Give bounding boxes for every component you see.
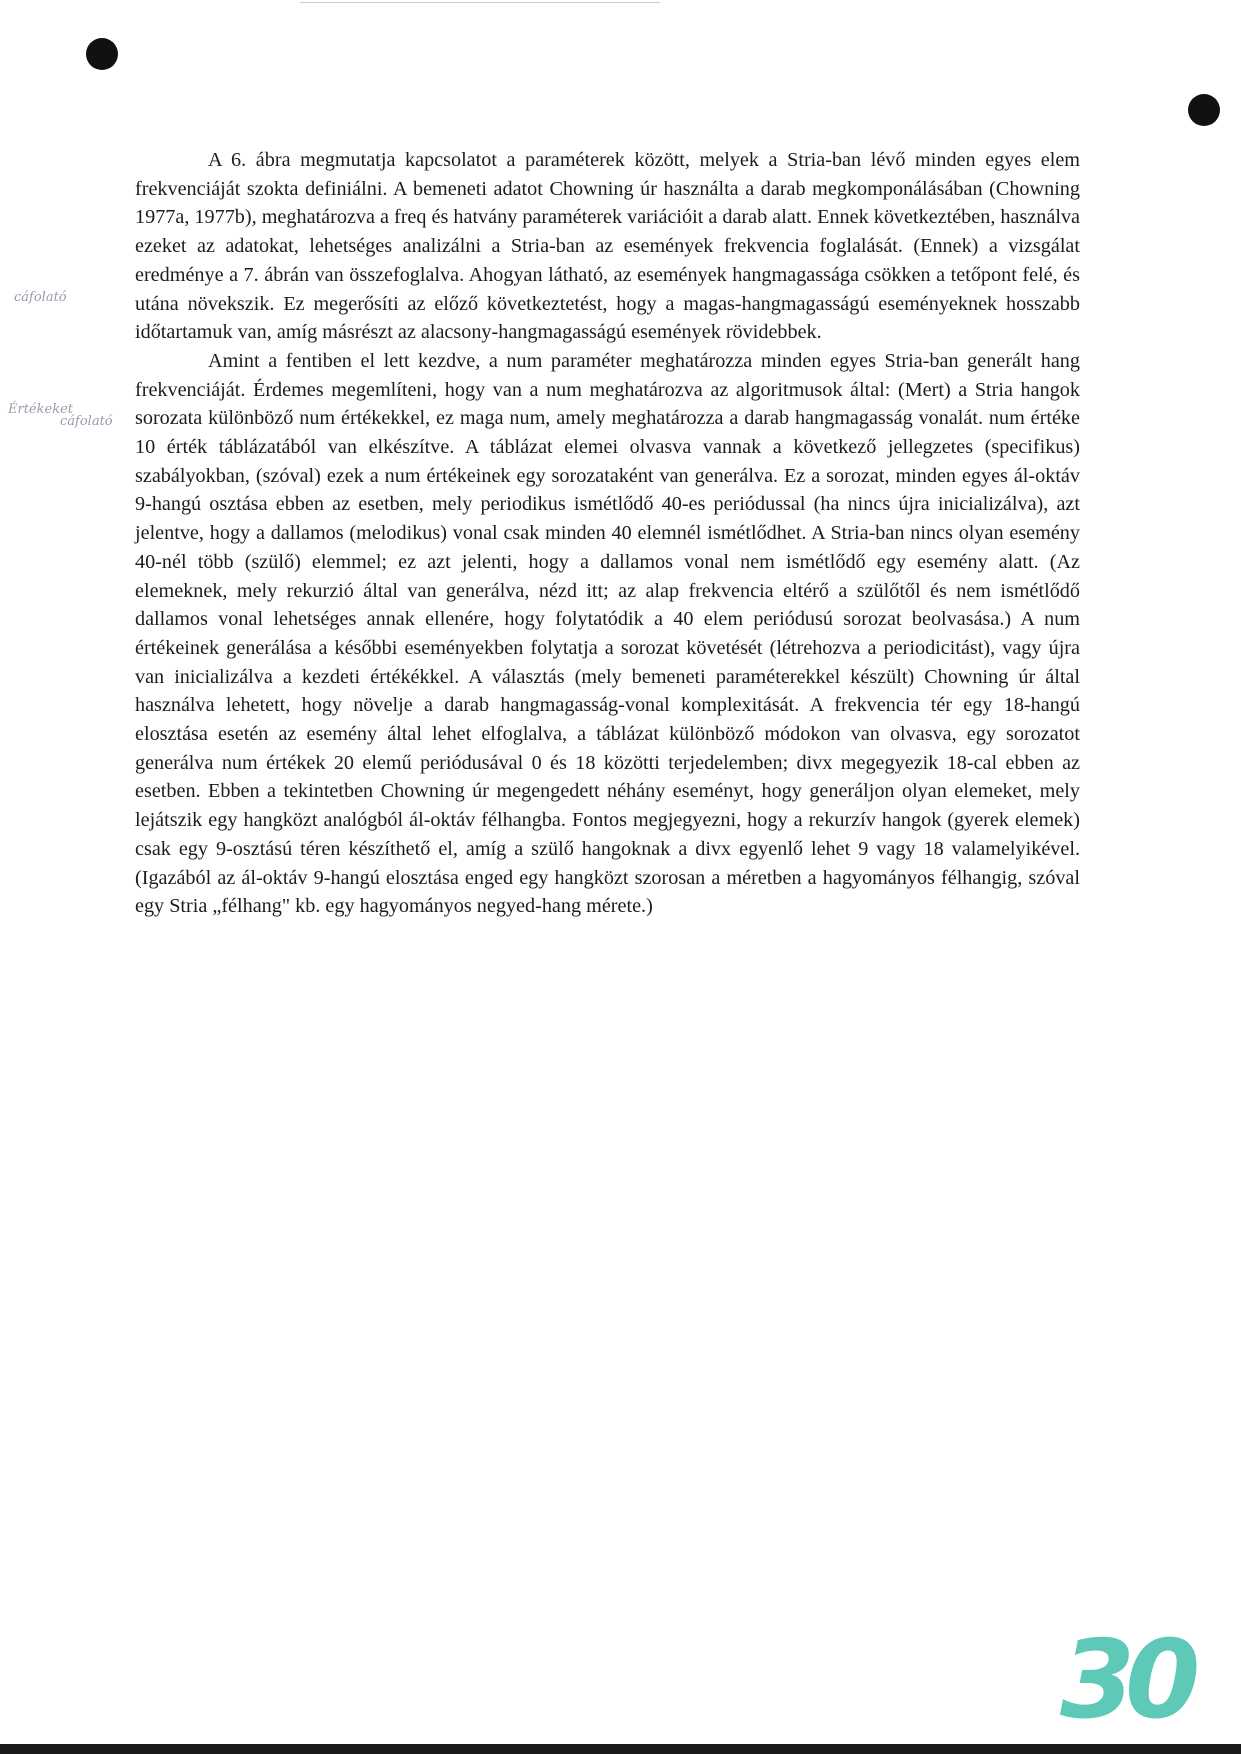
scan-edge-line: [300, 2, 660, 3]
paragraph-1: A 6. ábra megmutatja kapcsolatot a paraméterek között, melyek a Stria-ban lévő minden egyes elem frekvenciáját szokta definiálni. A bemeneti adatot Chowning úr használta a darab megkomponálásában (Chowning 1977a, 1977b), meghatározva a freq és hatvány paraméterek variációit a darab alatt. Ennek következtében, használva ezeket az adatokat, lehetséges analizálni a Stria-ban az események frekvencia foglalását. (Ennek) a vizsgálat eredménye a 7. ábrán van összefoglalva. Ahogyan látható, az események hangmagassága csökken a tetőpont felé, és utána növekszik. Ez megerősíti az előző következtetést, hogy a magas-hangmagasságú eseményeknek hosszabb időtartamuk van, amíg másrészt az alacsony-hangmagasságú események rövidebbek.: [135, 149, 1081, 344]
margin-note: Értékeket: [8, 402, 73, 417]
body-text: [135, 146, 1080, 921]
page-number: 30: [1060, 1618, 1191, 1743]
paragraph-2: Amint a fentiben el lett kezdve, a num paraméter meghatározza minden egyes Stria-ban generált hang frekvenciáját. Érdemes megemlíteni, hogy van a num meghatározva az algoritmusok által: (Mert) a Stria hangok sorozata különböző num értékekkel, ez maga num, amely meghatározza a darab hangmagasság vonalát. num értéke 10 érték táblázatából van elkészítve. A táblázat elemei olvasva vannak a következő jellegzetes (specifikus) szabályokban, (szóval) ezek a num értékeinek egy sorozataként van generálva. Ez a sorozat, minden egyes ál-oktáv 9-hangú osztása ebben az esetben, mely periodikus ismétlődő 40-es periódussal (ha nincs újra inicializálva), azt jelentve, hogy a dallamos (melodikus) vonal csak minden 40 elemnél ismétlődhet. A Stria-ban nincs olyan esemény 40-nél több (szülő) elemmel; ez azt jelenti, hogy a dallamos vonal nem ismétlődő egy esemény alatt. (Az elemeknek, mely rekurzió által van generálva, nézd itt; az alap frekvencia eltérő a szülőtől és nem ismétlődő dallamos vonal lehetséges annak ellenére, hogy folytatódik a 40 elem periódusú sorozat beolvasása.) A num értékeinek generálása a későbbi eseményekben folytatja a sorozat követését (létrehozva a periodicitást), vagy újra van inicializálva a kezdeti értékékkel. A választás (mely bemeneti paraméterekkel készült) Chowning úr által használva lehetett, hogy növelje a darab hangmagasság-vonal komplexitását. A frekvencia tér egy 18-hangú elosztása esetén az esemény által lehet elfoglalva, a táblázat különböző módokon van olvasva, egy sorozatot generálva num értékek 20 elemű periódusával 0 és 18 közötti terjedelemben; divx megegyezik 18-cal ebben az esetben. Ebben a tekintetben Chowning úr megengedett néhány eseményt, hogy generáljon olyan elemeket, mely lejátszik egy hangközt analógból ál-oktáv félhangba. Fontos megjegyezni, hogy a rekurzív hangok (gyerek elemek) csak egy 9-osztású téren készíthető el, amíg a szülő hangoknak a divx egyenlő lehet 9 vagy 18 valamelyikével. (Igazából az ál-oktáv 9-hangú elosztása enged egy hangközt szorosan a méretben a hagyományos félhangig, szóval egy Stria „félhang" kb. egy hagyományos negyed-hang mérete.): [135, 349, 1080, 918]
margin-note: cáfolató: [60, 414, 113, 429]
scan-bottom-edge: [0, 1744, 1241, 1754]
margin-note: cáfolató: [14, 290, 67, 305]
punch-hole-left: [86, 38, 118, 70]
punch-hole-right: [1188, 94, 1220, 126]
